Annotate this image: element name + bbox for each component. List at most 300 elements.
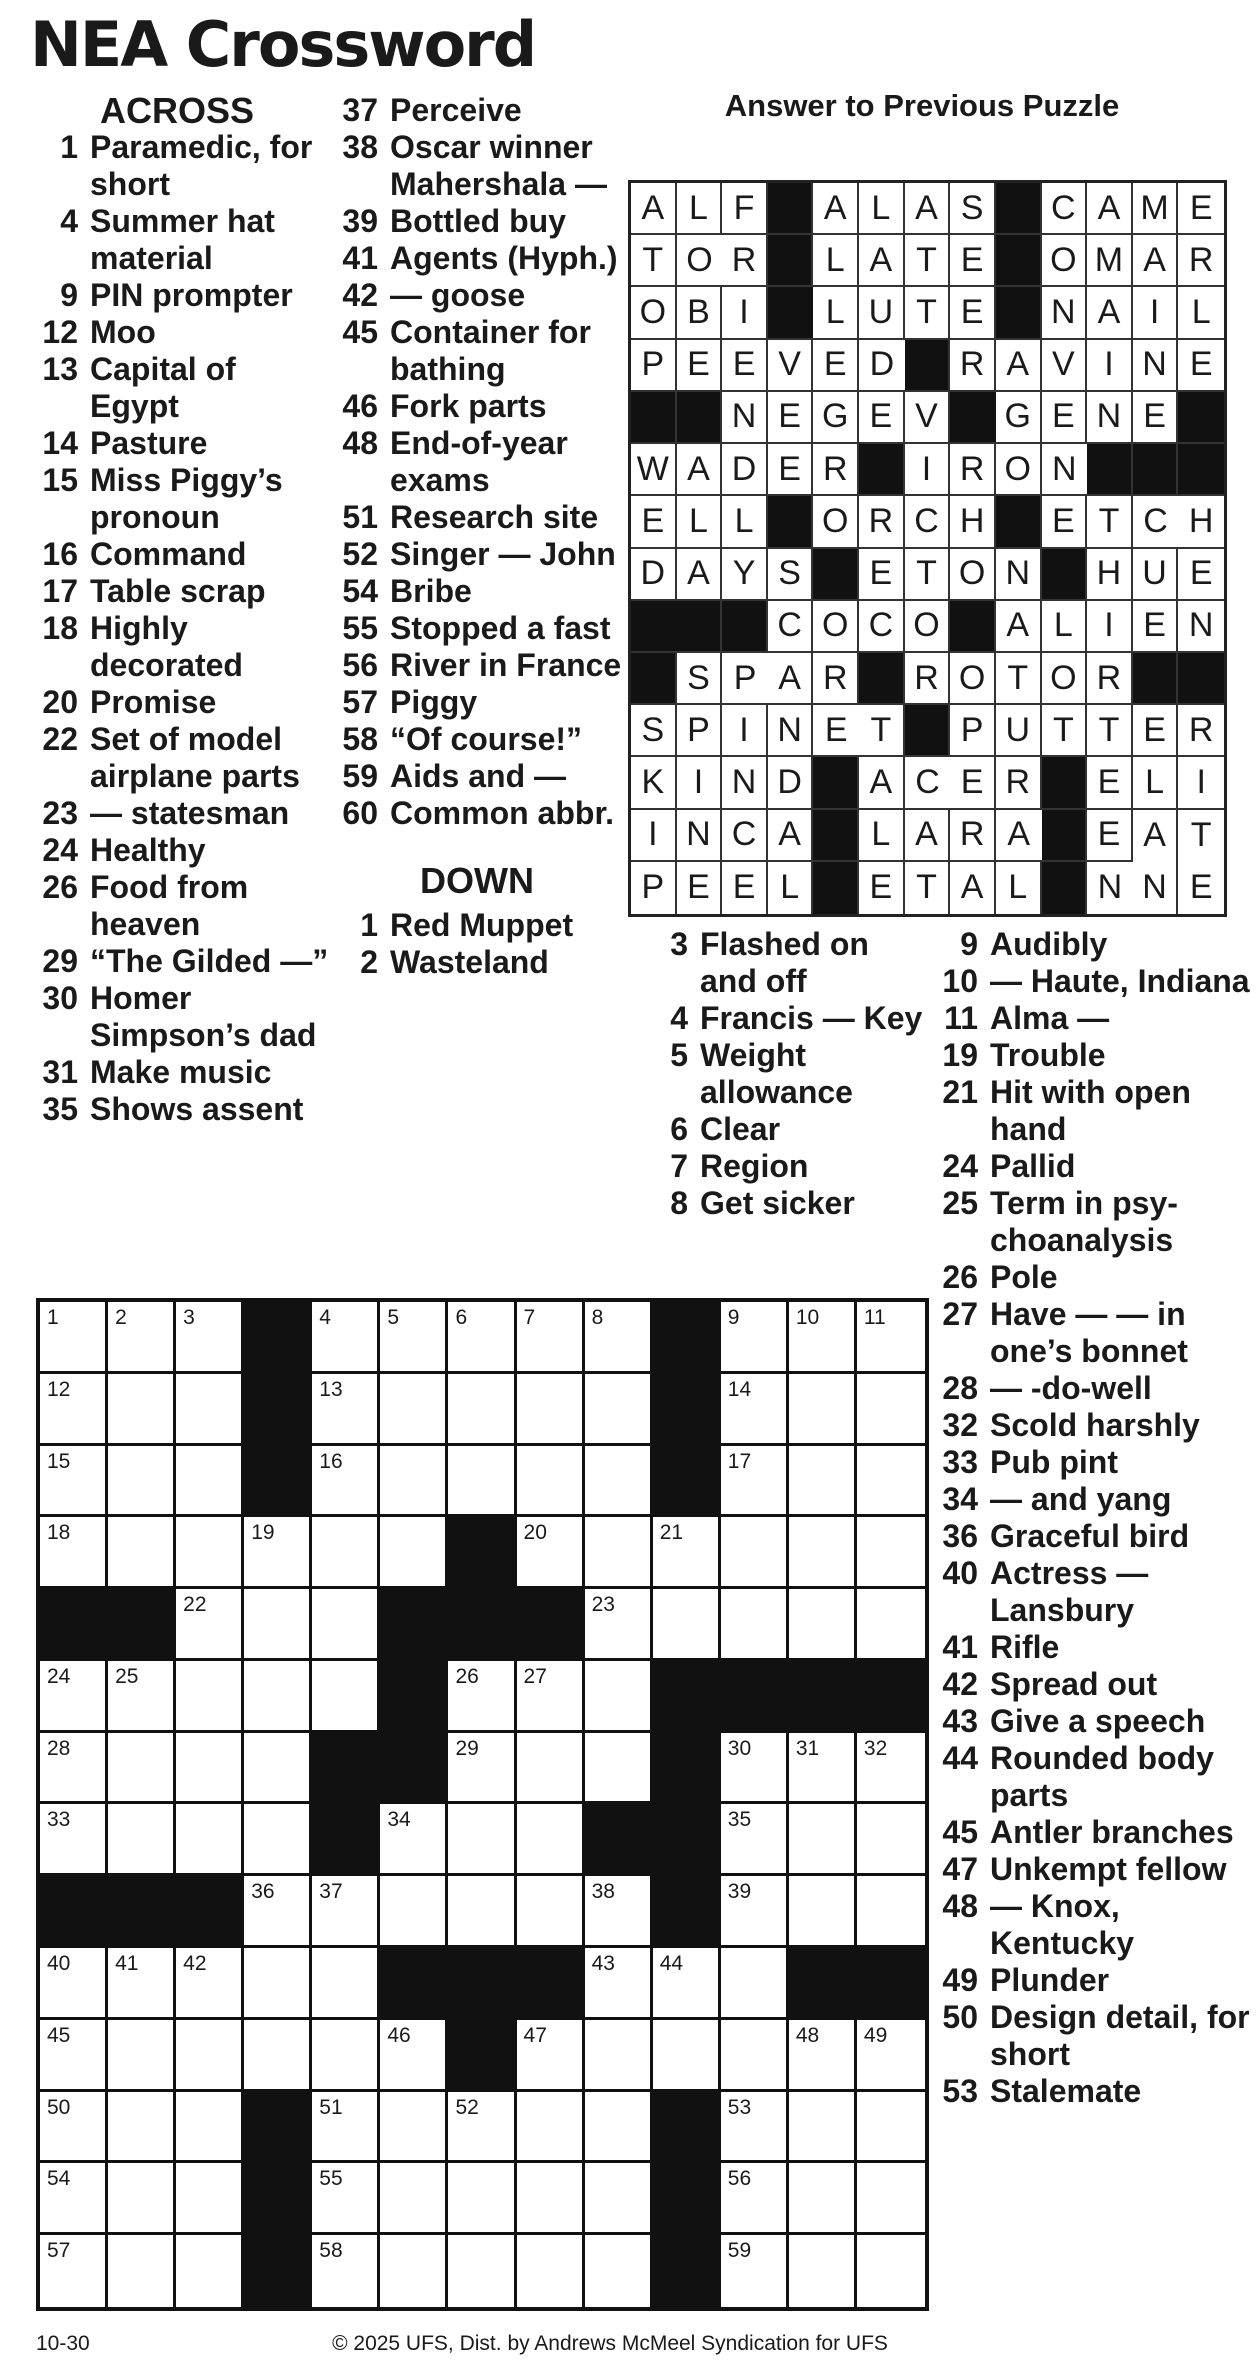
clue-text: Region (700, 1148, 809, 1184)
answer-letter-cell: H (1178, 496, 1224, 548)
answer-black-cell (1042, 549, 1088, 601)
answer-letter-cell: S (677, 653, 723, 705)
grid-cell[interactable] (176, 1948, 244, 2020)
grid-cell[interactable] (108, 1302, 176, 1374)
answer-black-cell (813, 757, 859, 809)
answer-letter-cell: O (813, 601, 859, 653)
grid-cell[interactable] (585, 1446, 653, 1518)
grid-cell[interactable] (653, 2020, 721, 2092)
grid-cell[interactable] (585, 1661, 653, 1733)
grid-cell[interactable] (40, 1733, 108, 1805)
grid-cell[interactable] (721, 1302, 789, 1374)
grid-cell[interactable] (244, 2020, 312, 2092)
answer-letter-cell: E (859, 549, 905, 601)
clue-item (330, 647, 630, 684)
grid-cell[interactable] (176, 2020, 244, 2092)
clue-number: 58 (342, 721, 378, 757)
clue-number: 45 (942, 1814, 978, 1850)
clue-number: 37 (342, 92, 378, 128)
grid-cell[interactable] (448, 2163, 516, 2235)
clue-item (30, 1091, 330, 1128)
grid-cell[interactable] (40, 2235, 108, 2307)
clue-number: 12 (42, 314, 78, 350)
cell-number: 28 (47, 1736, 71, 1760)
answer-letter-cell: I (905, 444, 951, 496)
grid-cell[interactable] (448, 1302, 516, 1374)
cell-number: 54 (47, 2167, 71, 2191)
grid-cell[interactable] (108, 1661, 176, 1733)
answer-letter-cell: E (722, 862, 768, 914)
answer-letter-cell: R (950, 444, 996, 496)
cell-number: 37 (319, 1880, 343, 1904)
answer-black-cell (996, 287, 1042, 339)
clue-text: Singer — John (390, 536, 616, 572)
answer-letter-cell: R (996, 757, 1042, 809)
answer-letter-cell: I (722, 287, 768, 339)
grid-cell[interactable] (585, 1517, 653, 1589)
answer-letter-cell: E (1042, 392, 1088, 444)
grid-cell[interactable] (789, 2235, 857, 2307)
cell-number: 44 (659, 1952, 684, 1976)
black-square (380, 1948, 448, 2020)
grid-cell[interactable] (448, 1804, 516, 1876)
grid-cell[interactable] (108, 1374, 176, 1446)
grid-cell[interactable] (448, 1374, 516, 1446)
answer-letter-cell: D (768, 757, 814, 809)
grid-cell[interactable] (448, 1661, 516, 1733)
grid-cell[interactable] (857, 1876, 925, 1948)
grid-cell[interactable] (176, 2235, 244, 2307)
answer-letter-cell: E (1178, 340, 1224, 392)
clue-text: “Of course!” (390, 721, 583, 757)
clue-text: Aids and — (390, 758, 567, 794)
grid-cell[interactable] (108, 2235, 176, 2307)
clue-number: 15 (42, 462, 78, 498)
black-square (40, 1589, 108, 1661)
answer-letter-cell: E (677, 862, 723, 914)
copyright: © 2025 UFS, Dist. by Andrews McMeel Syndication for UFS (332, 2332, 888, 2355)
black-square (448, 1948, 516, 2020)
answer-letter-cell: E (859, 862, 905, 914)
grid-cell[interactable] (312, 2020, 380, 2092)
grid-cell[interactable] (721, 2020, 789, 2092)
cell-number: 38 (591, 1880, 615, 1904)
black-square (448, 1517, 516, 1589)
clue-text: Agents (Hyph.) (390, 240, 618, 276)
grid-cell[interactable] (517, 1804, 585, 1876)
clue-number: 51 (342, 499, 378, 535)
grid-cell[interactable] (857, 1589, 925, 1661)
answer-letter-cell: E (677, 340, 723, 392)
grid-cell[interactable] (244, 1804, 312, 1876)
answer-black-cell (1178, 444, 1224, 496)
black-square (312, 1804, 380, 1876)
grid-cell[interactable] (789, 1374, 857, 1446)
grid-cell[interactable] (721, 1948, 789, 2020)
answer-letter-cell: V (768, 340, 814, 392)
grid-cell[interactable] (721, 1446, 789, 1518)
clue-text: Clear (700, 1111, 781, 1147)
black-square (40, 1876, 108, 1948)
clue-item (640, 926, 930, 1000)
grid-cell[interactable] (312, 2092, 380, 2164)
grid-cell[interactable] (789, 2163, 857, 2235)
clue-text: “The Gilded —” (90, 943, 329, 979)
grid-cell[interactable] (721, 2092, 789, 2164)
grid-cell[interactable] (517, 1446, 585, 1518)
grid-cell[interactable] (517, 2235, 585, 2307)
grid-cell[interactable] (312, 1948, 380, 2020)
clue-item (930, 1000, 1250, 1037)
grid-cell[interactable] (176, 2163, 244, 2235)
grid-cell[interactable] (380, 2163, 448, 2235)
black-square (176, 1876, 244, 1948)
answer-letter-cell: F (722, 183, 768, 235)
grid-cell[interactable] (244, 1661, 312, 1733)
answer-letter-cell: L (677, 496, 723, 548)
clue-item (930, 1888, 1250, 1962)
black-square (108, 1589, 176, 1661)
answer-letter-cell: R (1178, 235, 1224, 287)
grid-cell[interactable] (108, 2092, 176, 2164)
grid-cell[interactable] (517, 1374, 585, 1446)
cell-number: 33 (47, 1808, 71, 1832)
answer-letter-cell: O (950, 653, 996, 705)
grid-cell[interactable] (176, 1446, 244, 1518)
grid-cell[interactable] (517, 1733, 585, 1805)
clue-item (30, 462, 330, 536)
grid-cell[interactable] (585, 1876, 653, 1948)
clue-item (330, 721, 630, 758)
grid-cell[interactable] (517, 1876, 585, 1948)
grid-cell[interactable] (244, 1733, 312, 1805)
clue-text: Alma — (990, 1000, 1110, 1036)
answer-letter-cell: L (813, 287, 859, 339)
answer-letter-cell: P (631, 340, 677, 392)
clue-text: Highly decorated (90, 610, 243, 683)
grid-cell[interactable] (585, 2235, 653, 2307)
grid-cell[interactable] (108, 1517, 176, 1589)
grid-cell[interactable] (40, 1804, 108, 1876)
grid-cell[interactable] (585, 1374, 653, 1446)
grid-cell[interactable] (108, 2163, 176, 2235)
grid-cell[interactable] (40, 2163, 108, 2235)
clue-item (640, 1185, 930, 1222)
grid-cell[interactable] (244, 1517, 312, 1589)
grid-cell[interactable] (517, 1517, 585, 1589)
answer-letter-cell: T (996, 653, 1042, 705)
cell-number: 15 (47, 1449, 71, 1473)
cell-number: 39 (727, 1880, 752, 1904)
clue-item (930, 1185, 1250, 1259)
grid-cell[interactable] (380, 1302, 448, 1374)
clue-item (30, 314, 330, 351)
grid-cell[interactable] (108, 1446, 176, 1518)
clue-number: 24 (942, 1148, 978, 1184)
clue-item (30, 129, 330, 203)
answer-black-cell (813, 810, 859, 862)
answer-black-cell (1087, 444, 1133, 496)
answer-letter-cell: E (768, 392, 814, 444)
grid-cell[interactable] (176, 1733, 244, 1805)
clue-number: 22 (42, 721, 78, 757)
clue-item (930, 1666, 1250, 1703)
grid-cell[interactable] (857, 1517, 925, 1589)
clue-item (930, 1148, 1250, 1185)
grid-cell[interactable] (40, 2020, 108, 2092)
black-square (448, 2020, 516, 2092)
answer-letter-cell: E (1133, 392, 1179, 444)
clue-text: Plunder (990, 1962, 1110, 1998)
grid-cell[interactable] (312, 1517, 380, 1589)
grid-cell[interactable] (585, 1589, 653, 1661)
grid-cell[interactable] (721, 2163, 789, 2235)
grid-cell[interactable] (448, 1446, 516, 1518)
clue-item (930, 1444, 1250, 1481)
clue-item (30, 203, 330, 277)
grid-cell[interactable] (108, 1804, 176, 1876)
clue-text: Fork parts (390, 388, 547, 424)
grid-cell[interactable] (312, 2235, 380, 2307)
grid-cell[interactable] (176, 1661, 244, 1733)
clue-item (640, 1111, 930, 1148)
grid-cell[interactable] (312, 1661, 380, 1733)
grid-cell[interactable] (448, 1876, 516, 1948)
black-square (857, 1948, 925, 2020)
grid-cell[interactable] (244, 1876, 312, 1948)
grid-cell[interactable] (380, 1374, 448, 1446)
clue-column-4 (930, 926, 1250, 2110)
grid-cell[interactable] (721, 2235, 789, 2307)
grid-cell[interactable] (312, 1589, 380, 1661)
answer-letter-cell: R (1178, 705, 1224, 757)
black-square (653, 1733, 721, 1805)
clue-item (930, 1814, 1250, 1851)
grid-cell[interactable] (857, 2092, 925, 2164)
answer-letter-cell: E (631, 496, 677, 548)
cell-number: 56 (727, 2167, 752, 2191)
grid-cell[interactable] (176, 1589, 244, 1661)
grid-cell[interactable] (857, 1804, 925, 1876)
cell-number: 59 (727, 2239, 752, 2263)
clue-text: Healthy (90, 832, 206, 868)
grid-cell[interactable] (40, 2092, 108, 2164)
clue-number: 54 (342, 573, 378, 609)
clue-item (930, 1037, 1250, 1074)
clue-text: Actress — Lansbury (990, 1555, 1149, 1628)
grid-cell[interactable] (585, 1302, 653, 1374)
grid-cell[interactable] (448, 1733, 516, 1805)
grid-cell[interactable] (312, 1374, 380, 1446)
answer-letter-cell: E (1087, 810, 1133, 862)
clue-number: 7 (670, 1148, 688, 1184)
cell-number: 53 (727, 2095, 752, 2119)
clue-text: Promise (90, 684, 217, 720)
grid-cell[interactable] (721, 1733, 789, 1805)
grid-cell[interactable] (176, 1517, 244, 1589)
grid-cell[interactable] (517, 2092, 585, 2164)
cell-number: 1 (47, 1306, 59, 1329)
answer-letter-cell: E (1178, 549, 1224, 601)
cell-number: 43 (591, 1952, 615, 1976)
grid-cell[interactable] (585, 1948, 653, 2020)
answer-letter-cell: I (722, 705, 768, 757)
answer-letter-cell: E (859, 392, 905, 444)
grid-cell[interactable] (517, 1302, 585, 1374)
clue-text: Have — — in one’s bonnet (990, 1296, 1188, 1369)
answer-letter-cell: C (859, 601, 905, 653)
cell-number: 49 (863, 2023, 888, 2047)
answer-letter-cell: G (813, 392, 859, 444)
cell-number: 7 (523, 1306, 536, 1329)
answer-letter-cell: A (1133, 810, 1179, 862)
grid-cell[interactable] (40, 1374, 108, 1446)
answer-letter-cell: G (996, 392, 1042, 444)
clue-item (330, 314, 630, 388)
answer-letter-cell: L (859, 183, 905, 235)
grid-cell[interactable] (789, 1446, 857, 1518)
grid-cell[interactable] (857, 2020, 925, 2092)
grid-cell[interactable] (176, 1374, 244, 1446)
answer-letter-cell: L (1178, 287, 1224, 339)
clue-item (640, 1037, 930, 1111)
answer-letter-cell: N (722, 757, 768, 809)
grid-cell[interactable] (380, 1804, 448, 1876)
grid-cell[interactable] (857, 1446, 925, 1518)
answer-letter-cell: N (722, 392, 768, 444)
grid-cell[interactable] (108, 1948, 176, 2020)
grid-cell[interactable] (176, 2092, 244, 2164)
clue-number: 38 (342, 129, 378, 165)
grid-cell[interactable] (40, 1661, 108, 1733)
grid-cell[interactable] (653, 1589, 721, 1661)
grid-cell[interactable] (721, 1804, 789, 1876)
answer-letter-cell: R (859, 496, 905, 548)
answer-letter-cell: T (905, 235, 951, 287)
grid-cell[interactable] (40, 1948, 108, 2020)
answer-letter-cell: I (1087, 601, 1133, 653)
clue-number: 25 (942, 1185, 978, 1221)
answer-black-cell (677, 392, 723, 444)
grid-cell[interactable] (789, 1517, 857, 1589)
clue-text: Stalemate (990, 2073, 1142, 2109)
grid-cell[interactable] (585, 2163, 653, 2235)
grid-cell[interactable] (380, 2235, 448, 2307)
grid-cell[interactable] (789, 1876, 857, 1948)
clue-item (330, 425, 630, 499)
clue-text: Graceful bird (990, 1518, 1190, 1554)
grid-cell[interactable] (312, 1876, 380, 1948)
grid-cell[interactable] (721, 1374, 789, 1446)
grid-cell[interactable] (789, 1804, 857, 1876)
clue-text: PIN prompter (90, 277, 293, 313)
answer-letter-cell: D (859, 340, 905, 392)
grid-cell[interactable] (789, 1733, 857, 1805)
clue-text: Table scrap (90, 573, 266, 609)
clue-number: 36 (942, 1518, 978, 1554)
grid-cell[interactable] (721, 1876, 789, 1948)
clue-text: Pub pint (990, 1444, 1118, 1480)
grid-cell[interactable] (721, 1517, 789, 1589)
grid-cell[interactable] (40, 1446, 108, 1518)
clue-item (930, 1703, 1250, 1740)
grid-cell[interactable] (789, 2092, 857, 2164)
grid-cell[interactable] (585, 2020, 653, 2092)
grid-cell[interactable] (448, 2235, 516, 2307)
grid-cell[interactable] (380, 1876, 448, 1948)
clue-item (30, 684, 330, 721)
grid-cell[interactable] (176, 1302, 244, 1374)
grid-cell[interactable] (517, 2020, 585, 2092)
grid-cell[interactable] (517, 1661, 585, 1733)
grid-cell[interactable] (857, 1302, 925, 1374)
grid-cell[interactable] (40, 1517, 108, 1589)
grid-cell[interactable] (789, 1302, 857, 1374)
clue-item (930, 2073, 1250, 2110)
grid-cell[interactable] (380, 2020, 448, 2092)
answer-letter-cell: E (1042, 496, 1088, 548)
grid-cell[interactable] (653, 1948, 721, 2020)
cell-number: 11 (863, 1306, 886, 1329)
grid-cell[interactable] (244, 1948, 312, 2020)
answer-letter-cell: T (905, 862, 951, 914)
clue-item (330, 536, 630, 573)
grid-cell[interactable] (789, 2020, 857, 2092)
clue-item (30, 351, 330, 425)
grid-cell[interactable] (108, 1733, 176, 1805)
answer-letter-cell: N (1042, 287, 1088, 339)
clue-item (330, 610, 630, 647)
clue-item (930, 1481, 1250, 1518)
grid-cell[interactable] (108, 2020, 176, 2092)
grid-cell[interactable] (653, 1517, 721, 1589)
grid-cell[interactable] (176, 1804, 244, 1876)
grid-cell[interactable] (380, 1446, 448, 1518)
grid-cell[interactable] (517, 2163, 585, 2235)
grid-cell[interactable] (40, 1302, 108, 1374)
clue-item (930, 1407, 1250, 1444)
grid-cell[interactable] (312, 2163, 380, 2235)
grid-cell[interactable] (585, 1733, 653, 1805)
grid-cell[interactable] (244, 1589, 312, 1661)
grid-cell[interactable] (857, 2235, 925, 2307)
black-square (653, 2235, 721, 2307)
answer-black-cell (722, 601, 768, 653)
clue-text: Paramedic, for short (90, 129, 313, 202)
answer-letter-cell: O (1042, 235, 1088, 287)
grid-cell[interactable] (380, 2092, 448, 2164)
grid-cell[interactable] (380, 1517, 448, 1589)
clue-item (330, 277, 630, 314)
grid-cell[interactable] (857, 1733, 925, 1805)
grid-cell[interactable] (585, 2092, 653, 2164)
grid-cell[interactable] (721, 1589, 789, 1661)
grid-cell[interactable] (448, 2092, 516, 2164)
grid-cell[interactable] (312, 1446, 380, 1518)
black-square (244, 2163, 312, 2235)
grid-cell[interactable] (312, 1302, 380, 1374)
clue-item (330, 944, 630, 981)
grid-cell[interactable] (857, 2163, 925, 2235)
black-square (653, 2092, 721, 2164)
grid-cell[interactable] (789, 1589, 857, 1661)
clue-number: 60 (342, 795, 378, 831)
clue-number: 32 (942, 1407, 978, 1443)
clue-text: Red Muppet (390, 907, 574, 943)
grid-cell[interactable] (857, 1374, 925, 1446)
clue-item (30, 832, 330, 869)
black-square (517, 1948, 585, 2020)
